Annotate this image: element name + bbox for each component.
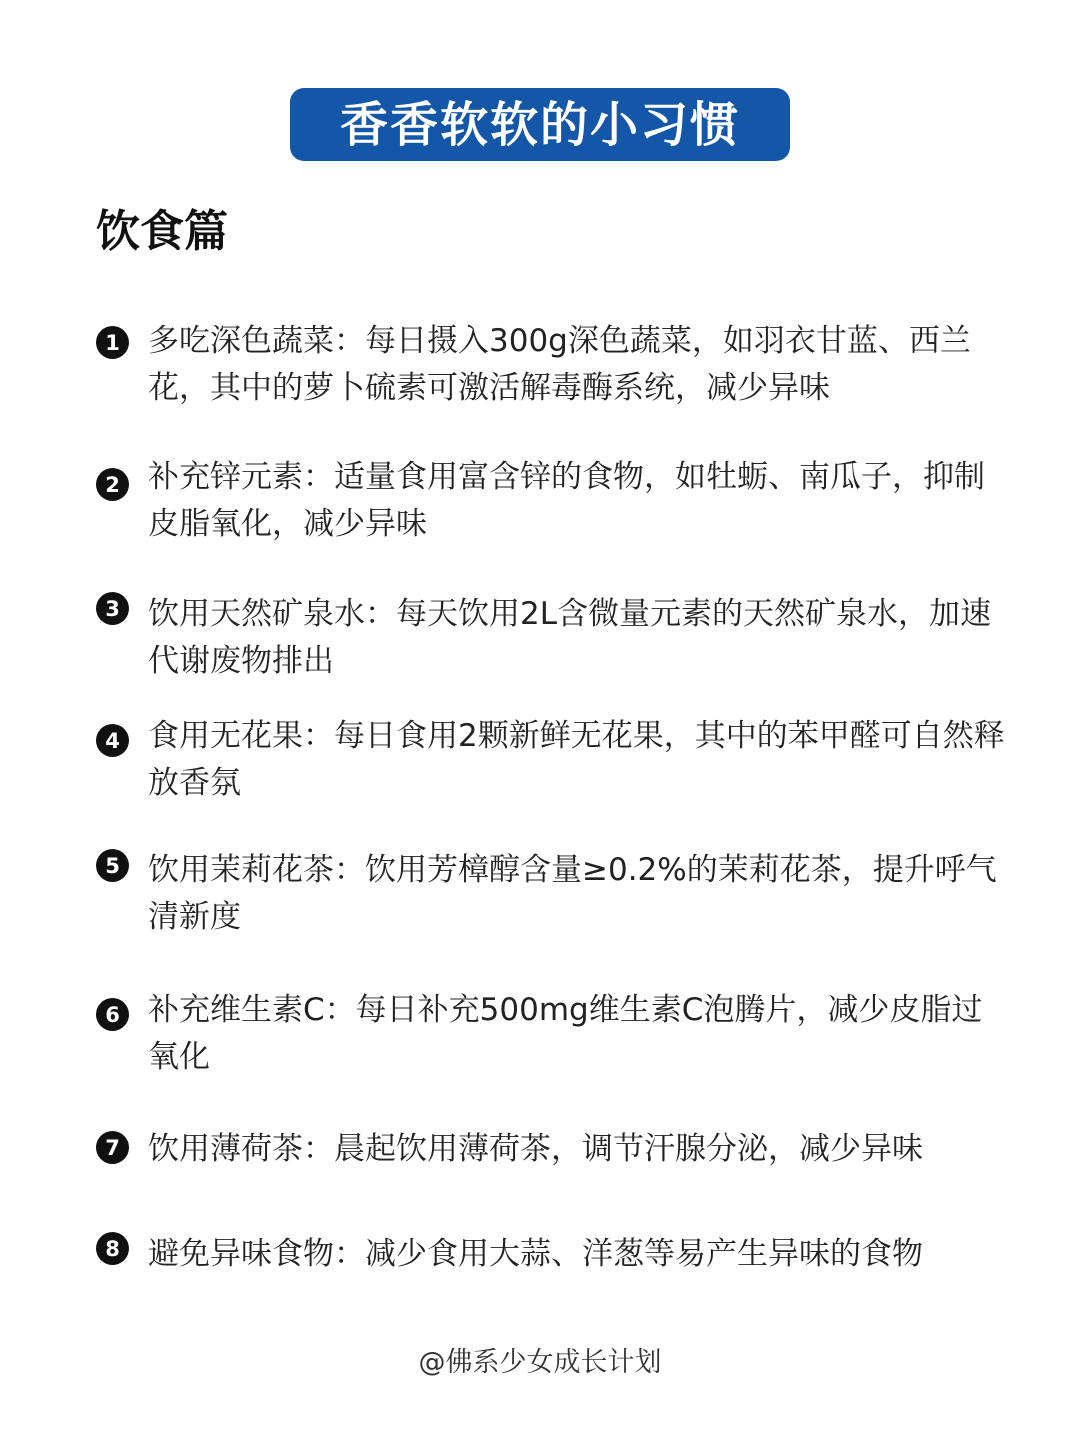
number-badge: 5: [96, 849, 129, 882]
number-badge: 8: [96, 1232, 129, 1265]
footer-credit: @佛系少女成长计划: [418, 1347, 662, 1378]
list-item-text: 饮用天然矿泉水：每天饮用2L含微量元素的天然矿泉水，加速代谢废物排出: [148, 596, 991, 679]
page-title: 香香软软的小习惯: [339, 96, 740, 153]
title-banner: [290, 88, 790, 161]
list-item: [96, 987, 1006, 1081]
number-badge: 7: [96, 1131, 129, 1164]
number-badge: 2: [96, 468, 129, 501]
list-item-text: 避免异味食物：减少食用大蒜、洋葱等易产生异味的食物: [148, 1236, 923, 1272]
number-badge: 1: [96, 326, 129, 359]
list-item-text: 补充维生素C：每日补充500mg维生素C泡腾片，减少皮脂过氧化: [148, 992, 983, 1075]
list-item-text: 饮用茉莉花茶：饮用芳樟醇含量≥0.2%的茉莉花茶，提升呼气清新度: [148, 852, 997, 935]
list-item-text: 多吃深色蔬菜：每日摄入300g深色蔬菜，如羽衣甘蓝、西兰花，其中的萝卜硫素可激活解毒酶系统，减少异味: [148, 323, 971, 406]
list-item: [96, 713, 1006, 807]
list-item: [96, 1231, 1006, 1278]
list-item-text: 补充锌元素：适量食用富含锌的食物，如牡蛎、南瓜子，抑制皮脂氧化，减少异味: [148, 459, 985, 542]
number-badge: 6: [96, 998, 129, 1031]
list-item: [96, 591, 1006, 685]
list-item: [96, 1126, 1006, 1173]
list-item-text: 食用无花果：每日食用2颗新鲜无花果，其中的苯甲醛可自然释放香氛: [148, 718, 1005, 801]
number-badge: 4: [96, 724, 129, 757]
list-item: [96, 454, 1006, 548]
list-item: [96, 318, 1006, 412]
section-heading: 饮食篇: [96, 206, 228, 257]
list-item-text: 饮用薄荷茶：晨起饮用薄荷茶，调节汗腺分泌，减少异味: [148, 1131, 923, 1167]
number-badge: 3: [96, 592, 129, 625]
list-item: [96, 847, 1006, 941]
